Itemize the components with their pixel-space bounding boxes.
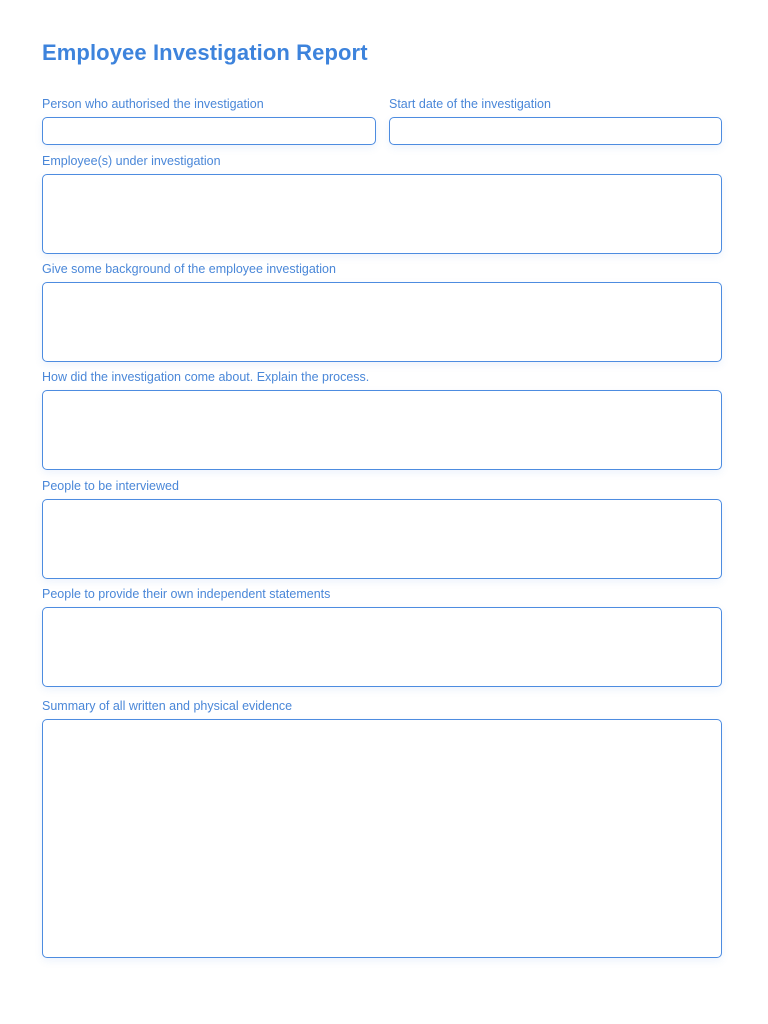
- evidence-label: Summary of all written and physical evidence: [42, 699, 293, 713]
- evidence-field[interactable]: [42, 719, 722, 958]
- interviewees-field[interactable]: [42, 499, 722, 579]
- authorised-by-label: Person who authorised the investigation: [42, 97, 264, 111]
- process-label: How did the investigation come about. Explain the process.: [42, 370, 370, 384]
- background-label: Give some background of the employee investigation: [42, 262, 336, 276]
- page-title: Employee Investigation Report: [42, 40, 368, 65]
- process-field[interactable]: [42, 390, 722, 470]
- employees-field[interactable]: [42, 174, 722, 254]
- employees-label: Employee(s) under investigation: [42, 154, 221, 168]
- start-date-label: Start date of the investigation: [389, 97, 551, 111]
- background-field[interactable]: [42, 282, 722, 362]
- statements-label: People to provide their own independent statements: [42, 587, 331, 601]
- authorised-by-field[interactable]: [42, 117, 376, 145]
- interviewees-label: People to be interviewed: [42, 479, 179, 493]
- statements-field[interactable]: [42, 607, 722, 687]
- start-date-field[interactable]: [389, 117, 722, 145]
